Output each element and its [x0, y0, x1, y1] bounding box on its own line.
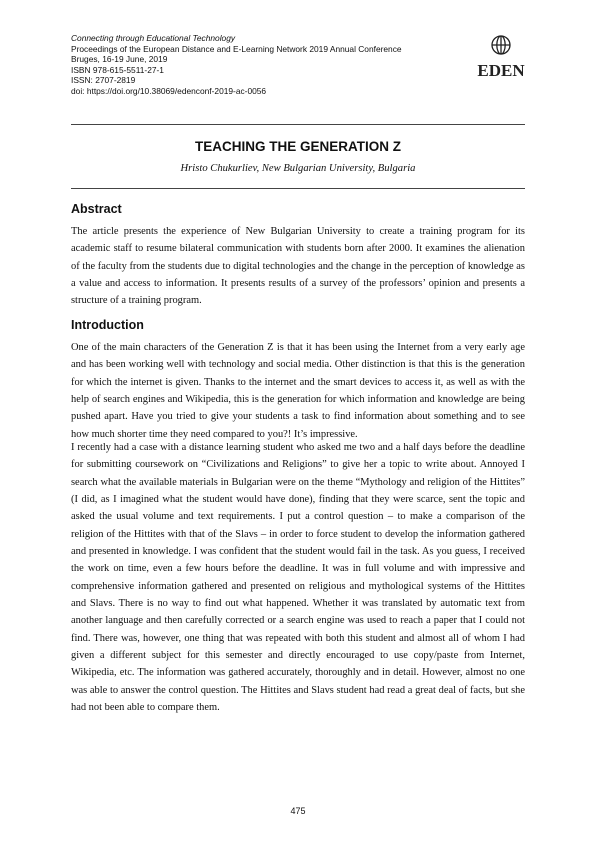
- proceedings-line: Proceedings of the European Distance and E-Learning Network 2019 Annual Conference: [71, 43, 402, 54]
- abstract-text: The article presents the experience of New Bulgarian University to create a training program for its academic staff to resume bilateral communication with students born after 2000. It examines the alienation of the faculty from the students due to digital technologies and the change in the perception of knowledge as a value and access to information. It presents results of a survey of the professors’ opinion and presents a structure of a training program.: [71, 226, 525, 307]
- conference-header: [71, 33, 471, 97]
- divider-bottom: [71, 188, 525, 189]
- issn-line: ISSN: 2707-2819: [71, 75, 136, 86]
- logo-wordmark: EDEN: [477, 61, 525, 80]
- author-line: Hristo Chukurliev, New Bulgarian University, Bulgaria: [180, 163, 416, 174]
- divider-top: [71, 124, 525, 125]
- page-number: 475: [290, 806, 306, 816]
- paper-title: TEACHING THE GENERATION Z: [194, 139, 401, 154]
- abstract-heading: Abstract: [71, 202, 122, 216]
- doi-line[interactable]: doi: https://doi.org/10.38069/edenconf-2019-ac-0056: [71, 85, 267, 96]
- series-title: Connecting through Educational Technology: [71, 33, 236, 43]
- conference-location: Bruges, 16-19 June, 2019: [71, 54, 168, 65]
- introduction-paragraph-2: I recently had a case with a distance learning student who asked me two and a half days before the deadline for submitting coursework on “Civilizations and Religions” to give her a topic to write about. Annoyed I search what the available materials in Bulgarian were on the theme “Mythology and religion of the Hittites” (I did, as I imagined what the student would have done), finding that they were scarce, sent the topic and asked the usual volume and text requirements. I put a control question – to make a comparison of the religion of the Hittites with that of the Slavs – in order to force student to develop the information gathered and presented in knowledge. I was confident that the student would fail in the task. As you guess, I received the work on time, even a few hours before the deadline. It was in full volume and with impressive and comprehensive information gathered and presented on religious and mythological systems of the Hittites and Slavs. There is no way to find out what happened. Whether it was translated by automatic text from another language and then carefully corrected or a search engine was used to reach a paper that I could not find. There was, however, one thing that was repeated with both this student and almost all of whom I had given a different subject for this semester and directly encouraged to use copy/paste from Internet, Wikipedia, etc. The information was gathered accurately, thoroughly and in detail. However, almost no one was able to answer the control question. The Hittites and Slavs student had read a great deal of facts, but she had not been able to compare them.: [71, 442, 525, 714]
- introduction-paragraph-1: One of the main characters of the Generation Z is that it has been using the Internet from a very early age and has been working well with technology and social media. Other distinction is that this is the generation for which the internet is given. Thanks to the internet and the smart devices to access it, as well as with the help of search engines and Wikipedia, this is the generation for which information and knowledge are being pushed apart. Have you tried to give your students a task to find information about something and to see how much shorter time they need compared to you?! It’s impressive.: [71, 342, 525, 440]
- eden-logo: [476, 32, 526, 80]
- isbn-line: ISBN 978-615-5511-27-1: [71, 64, 164, 75]
- introduction-heading: Introduction: [71, 318, 144, 332]
